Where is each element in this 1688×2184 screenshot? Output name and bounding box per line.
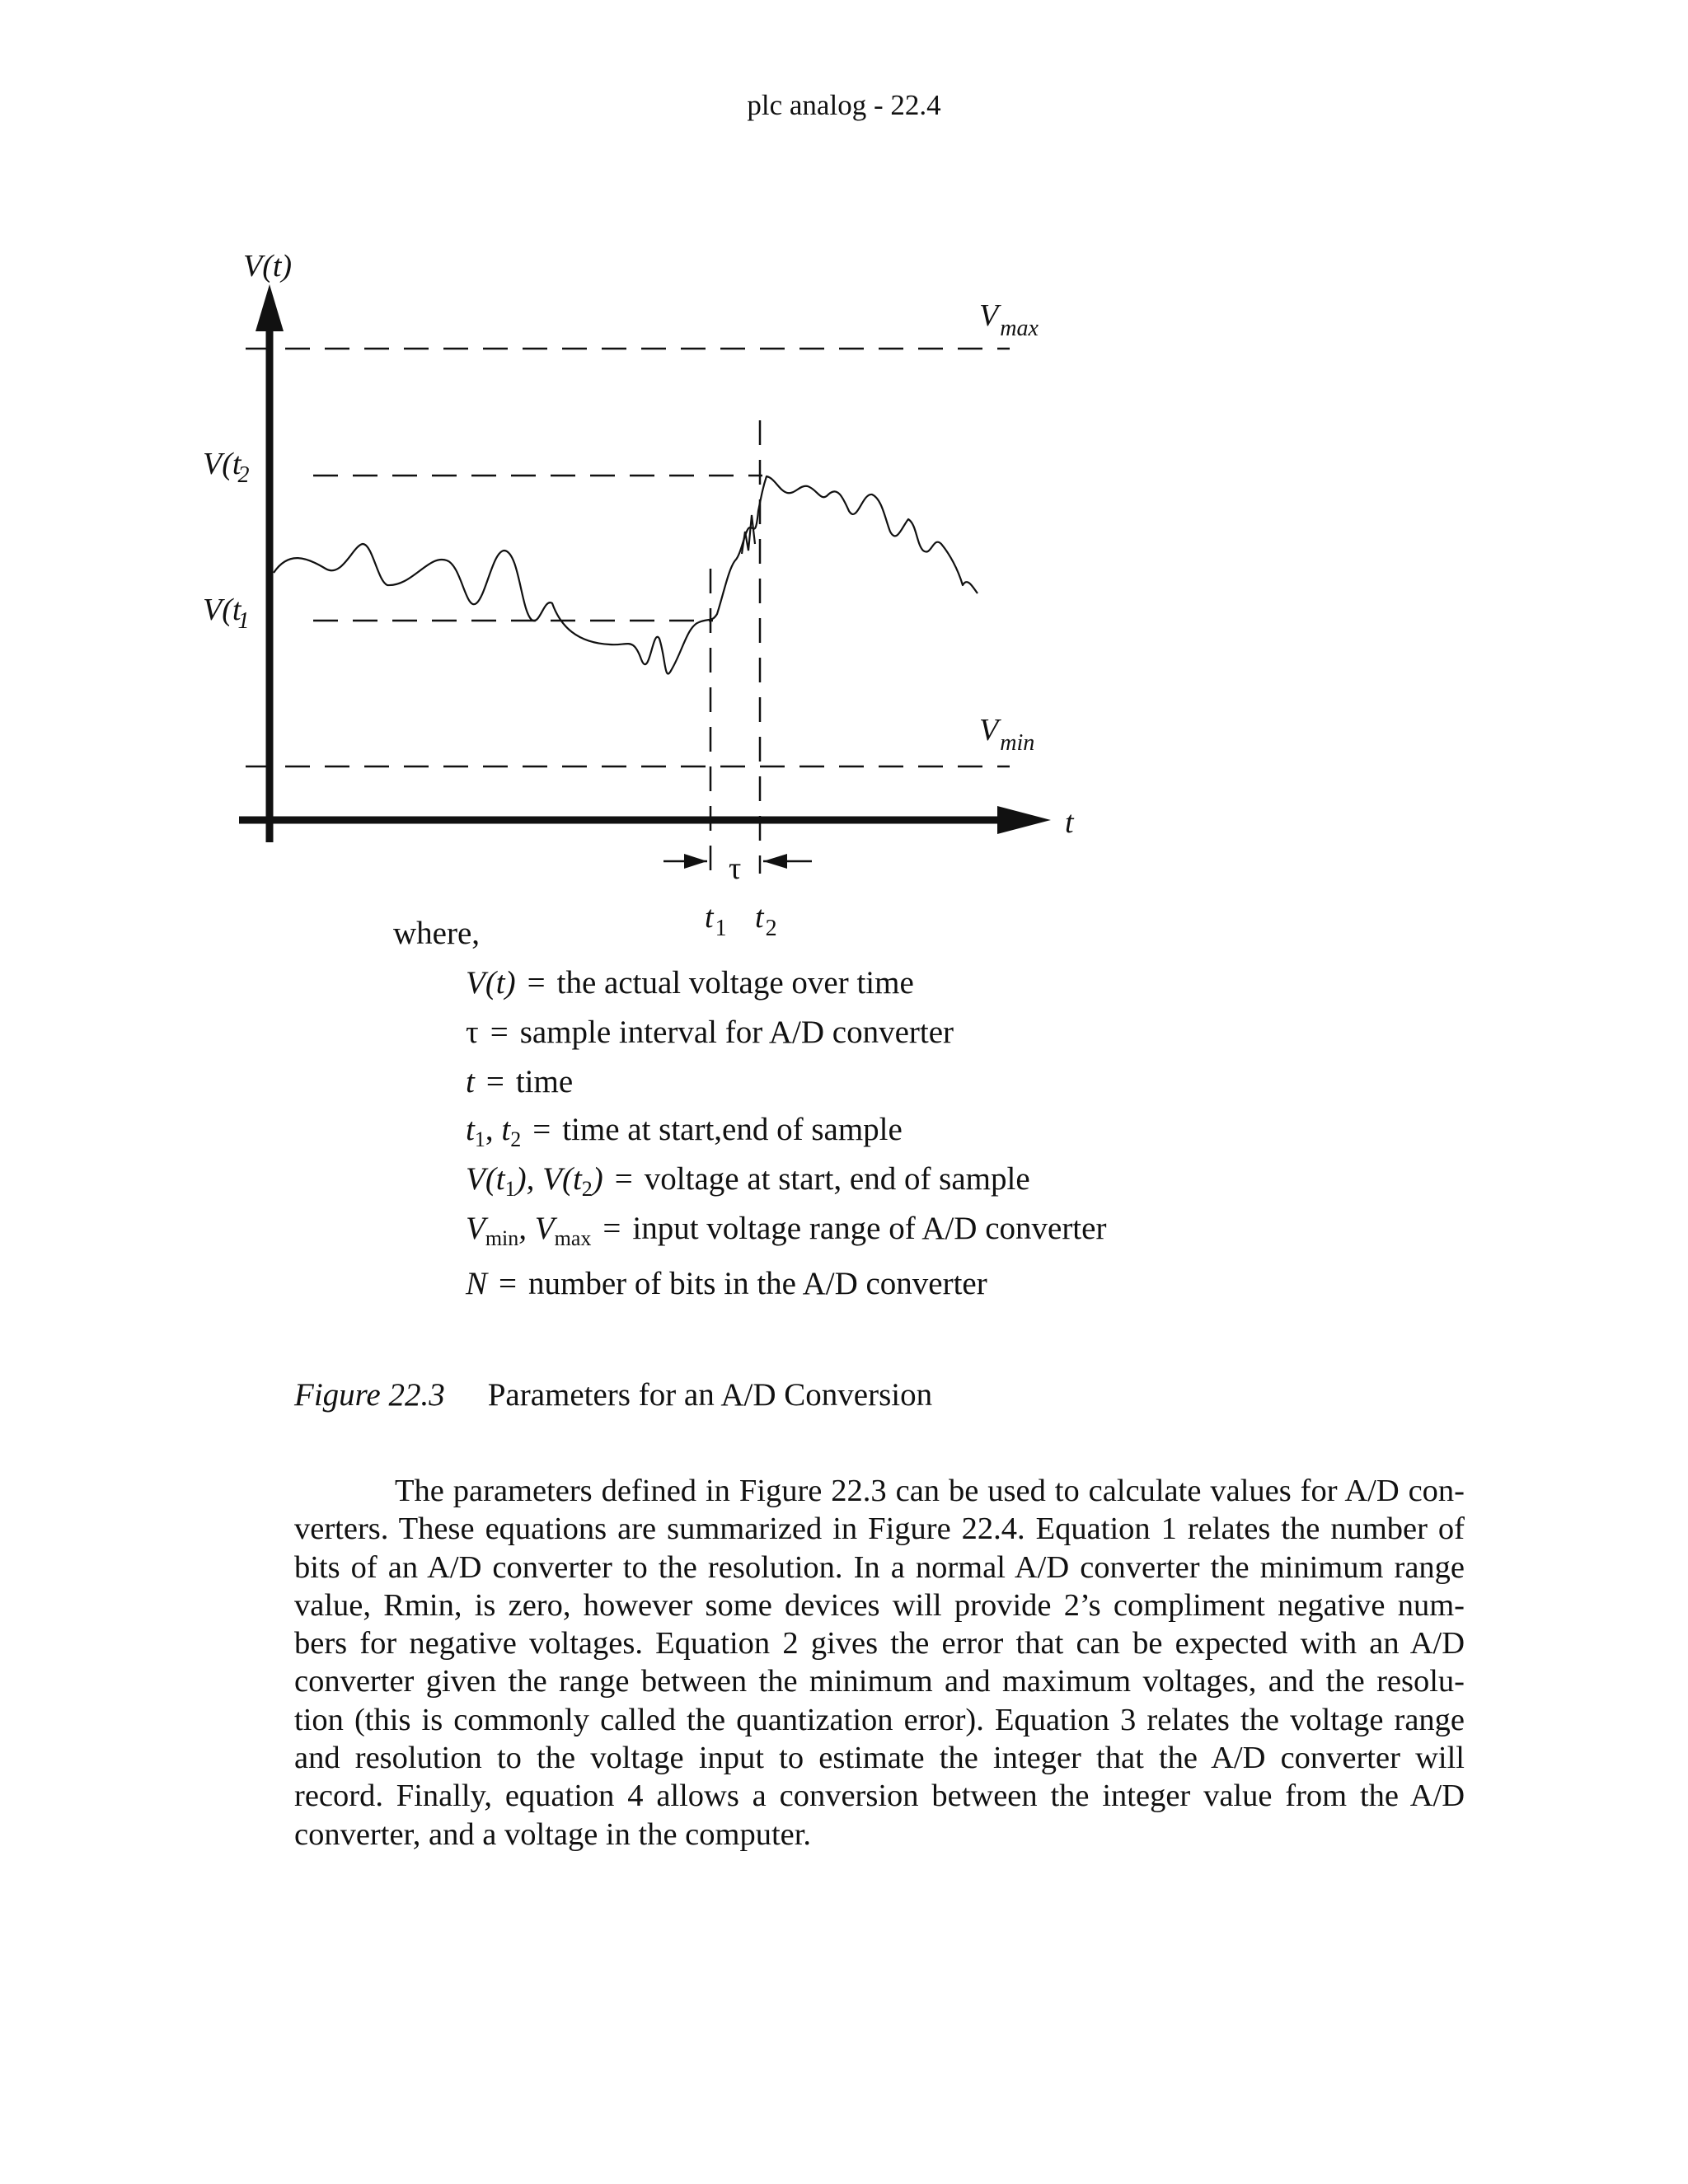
where-label: where, <box>393 916 481 951</box>
ad-conversion-diagram <box>0 0 1688 972</box>
vmax-label: $V_{max}$ <box>979 298 1039 341</box>
paragraph-line: record. Finally, equation 4 allows a conversion between the integer value from the A/D <box>294 1779 1465 1814</box>
paragraph-line: value, Rmin, is zero, however some devices will provide 2’s compliment negative num- <box>294 1587 1465 1623</box>
t1-label: $t_1$ <box>705 900 727 941</box>
paragraph-line: tion (this is commonly called the quantization error). Equation 3 relates the voltage range <box>294 1702 1465 1737</box>
vt1-label: V(t1 <box>203 593 250 634</box>
figure-caption <box>294 1376 932 1413</box>
t2-label: $t_2$ <box>755 900 777 941</box>
paragraph-line: bits of an A/D converter to the resolution. In a normal A/D converter the minimum range <box>294 1549 1465 1585</box>
paragraph-line: and resolution to the voltage input to estimate the integer that the A/D converter will <box>294 1741 1465 1776</box>
page-header: plc analog - 22.4 <box>747 89 941 121</box>
definition-vt: V(t) = the actual voltage over time <box>466 965 914 1001</box>
paragraph-line: verters. These equations are summarized in Figure 22.4. Equation 1 relates the number of <box>294 1511 1465 1547</box>
tau-left-arrowhead <box>684 854 707 869</box>
body-paragraph <box>294 1472 1465 1854</box>
figure-title: Parameters for an A/D Conversion <box>487 1377 933 1413</box>
definition-n: N = number of bits in the A/D converter <box>466 1266 987 1301</box>
definition-tau: τ = sample interval for A/D converter <box>466 1015 954 1050</box>
x-axis-label: t <box>1065 805 1074 840</box>
paragraph-line: The parameters defined in Figure 22.3 can be used to calculate values for A/D con- <box>395 1474 1465 1508</box>
paragraph-line: converter given the range between the minimum and maximum voltages, and the resolu- <box>294 1664 1465 1699</box>
paragraph-line: converter, and a voltage in the computer. <box>294 1816 812 1852</box>
voltage-signal-curve <box>274 476 978 673</box>
x-axis-arrowhead <box>997 806 1051 834</box>
definition-vt1-vt2: $V(t_1)$, $V(t_2)$ = voltage at start, end of sample <box>466 1161 1030 1201</box>
vt2-label: V(t2 <box>203 447 250 488</box>
y-axis-label: V(t) <box>243 249 293 284</box>
tau-label: τ <box>729 851 742 886</box>
paragraph-line: bers for negative voltages. Equation 2 gives the error that can be expected with an A/D <box>294 1626 1465 1661</box>
tau-right-arrowhead <box>763 854 787 869</box>
definition-t: t = time <box>466 1064 574 1099</box>
vmin-label: $V_{min}$ <box>979 713 1035 756</box>
signal-rise-spike <box>742 515 755 554</box>
definition-t1-t2: $t_1$, $t_2$ = time at start,end of sample <box>466 1112 903 1151</box>
definition-vmin-vmax: $V_{min}$, $V_{max}$ = input voltage range of A/D converter <box>466 1211 1107 1250</box>
figure-number: Figure 22.3 <box>294 1377 445 1413</box>
y-axis-arrowhead <box>256 284 284 331</box>
